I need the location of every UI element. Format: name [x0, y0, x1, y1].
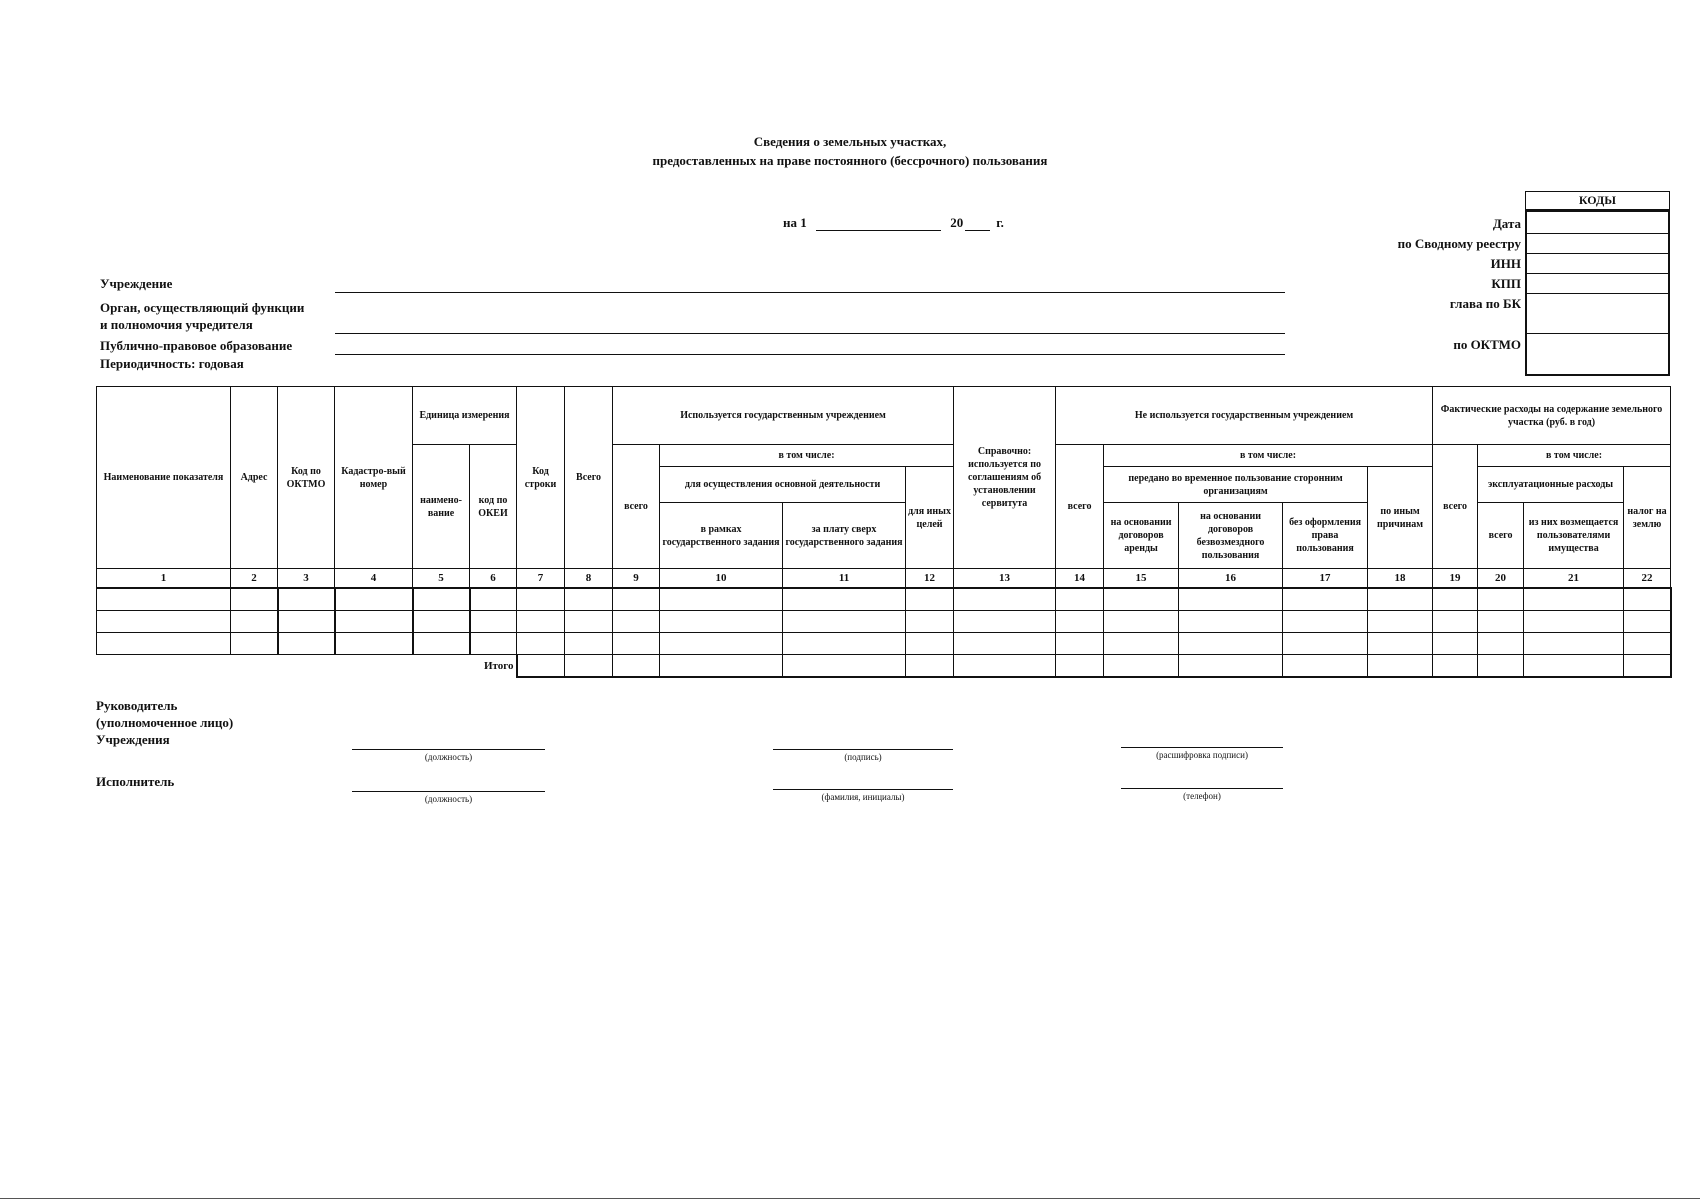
- th-unit-code: код по ОКЕИ: [470, 445, 517, 569]
- col-num: 7: [517, 569, 565, 589]
- total-cell[interactable]: [1056, 655, 1104, 678]
- th-unit-name: наимено-вание: [413, 445, 470, 569]
- table-cell[interactable]: [413, 633, 470, 655]
- th-used-incl: в том числе:: [660, 445, 954, 467]
- head-label-line3: Учреждения: [96, 732, 170, 747]
- table-cell[interactable]: [1433, 633, 1478, 655]
- head-label: [96, 697, 233, 748]
- table-cell[interactable]: [335, 611, 413, 633]
- col-num: 17: [1283, 569, 1368, 589]
- code-date-field[interactable]: [1527, 212, 1668, 234]
- col-num: 9: [613, 569, 660, 589]
- table-cell[interactable]: [613, 633, 660, 655]
- table-cell[interactable]: [1524, 611, 1624, 633]
- table-cell[interactable]: [565, 611, 613, 633]
- table-cell[interactable]: [1104, 611, 1179, 633]
- date-blank-field[interactable]: [816, 216, 941, 231]
- table-cell[interactable]: [783, 588, 906, 611]
- code-label-kpp: КПП: [1491, 276, 1521, 291]
- table-cell[interactable]: [1056, 611, 1104, 633]
- total-cell[interactable]: [660, 655, 783, 678]
- code-label-oktmo: по ОКТМО: [1453, 337, 1521, 352]
- executor-phone-field[interactable]: [1121, 788, 1283, 789]
- table-cell[interactable]: [1368, 588, 1433, 611]
- total-cell[interactable]: [783, 655, 906, 678]
- table-row: [97, 633, 1671, 655]
- th-main-activity: для осуществления основной деятельности: [660, 467, 906, 503]
- th-other-goals: для иных целей: [906, 467, 954, 569]
- th-name: Наименование показателя: [97, 387, 231, 569]
- caption-position2: (должность): [424, 794, 473, 804]
- table-cell[interactable]: [565, 588, 613, 611]
- col-num: 5: [413, 569, 470, 589]
- th-not-used-incl: в том числе:: [1104, 445, 1433, 467]
- th-not-used: Не используется государственным учреждением: [1056, 387, 1433, 445]
- th-oktmo: Код по ОКТМО: [278, 387, 335, 569]
- col-num: 19: [1433, 569, 1478, 589]
- col-num: 18: [1368, 569, 1433, 589]
- th-used-total: всего: [613, 445, 660, 569]
- form-title-line1: Сведения о земельных участках,: [753, 134, 947, 149]
- table-cell[interactable]: [1624, 588, 1671, 611]
- founder-label-line1: Орган, осуществляющий функции: [100, 300, 305, 315]
- table-cell[interactable]: [1368, 611, 1433, 633]
- caption-decoding: (расшифровка подписи): [1156, 750, 1248, 760]
- form-title: [0, 132, 1700, 170]
- executor-name-field[interactable]: [773, 789, 953, 790]
- institution-label: Учреждение: [100, 276, 173, 291]
- reporting-date: [783, 215, 1004, 231]
- head-position-field[interactable]: [352, 749, 545, 750]
- col-num: 20: [1478, 569, 1524, 589]
- code-bk-field[interactable]: [1527, 294, 1668, 334]
- table-cell[interactable]: [954, 588, 1056, 611]
- institution-field[interactable]: [335, 292, 1285, 293]
- total-cell[interactable]: [1104, 655, 1179, 678]
- table-cell[interactable]: [613, 588, 660, 611]
- codes-box: [1525, 210, 1670, 376]
- th-not-used-total: всего: [1056, 445, 1104, 569]
- table-cell[interactable]: [954, 633, 1056, 655]
- table-cell[interactable]: [231, 633, 278, 655]
- table-cell[interactable]: [278, 588, 335, 611]
- table-cell[interactable]: [1433, 588, 1478, 611]
- total-cell[interactable]: [517, 655, 565, 678]
- table-cell[interactable]: [1056, 588, 1104, 611]
- total-cell[interactable]: [1179, 655, 1283, 678]
- table-cell[interactable]: [470, 633, 517, 655]
- head-signature-field[interactable]: [773, 749, 953, 750]
- col-num: 12: [906, 569, 954, 589]
- col-num: 13: [954, 569, 1056, 589]
- table-cell[interactable]: [1179, 588, 1283, 611]
- col-num: 16: [1179, 569, 1283, 589]
- table-cell[interactable]: [783, 633, 906, 655]
- head-label-line2: (уполномоченное лицо): [96, 715, 234, 730]
- code-kpp-field[interactable]: [1527, 274, 1668, 294]
- date-prefix: на 1: [783, 215, 807, 230]
- table-cell[interactable]: [906, 633, 954, 655]
- th-no-rights: без оформления права пользования: [1283, 503, 1368, 569]
- code-inn-field[interactable]: [1527, 254, 1668, 274]
- codes-title: КОДЫ: [1525, 191, 1670, 210]
- total-cell[interactable]: [1624, 655, 1671, 678]
- code-registry-field[interactable]: [1527, 234, 1668, 254]
- table-cell[interactable]: [97, 588, 231, 611]
- code-label-bk: глава по БК: [1449, 296, 1521, 311]
- year-prefix: 20: [950, 215, 964, 230]
- th-transferred: передано во временное пользование сторонним организациям: [1104, 467, 1368, 503]
- page-bottom-edge: [0, 1198, 1700, 1199]
- th-expenses: Фактические расходы на содержание земельного участка (руб. в год): [1433, 387, 1671, 445]
- table-cell[interactable]: [1433, 611, 1478, 633]
- founder-label-line2: и полномочия учредителя: [100, 317, 253, 332]
- total-cell[interactable]: [906, 655, 954, 678]
- table-row: [97, 588, 1671, 611]
- table-cell[interactable]: [1478, 633, 1524, 655]
- th-lease: на основании договоров аренды: [1104, 503, 1179, 569]
- th-used: Используется государственным учреждением: [613, 387, 954, 445]
- th-free-use: на основании договоров безвозмездного пользования: [1179, 503, 1283, 569]
- th-op-total: всего: [1478, 503, 1524, 569]
- th-operating: эксплуатационные расходы: [1478, 467, 1624, 503]
- table-cell[interactable]: [517, 611, 565, 633]
- th-address: Адрес: [231, 387, 278, 569]
- th-servitude: Справочно: используется по соглашениям об установлении сервитута: [954, 387, 1056, 569]
- th-total: Всего: [565, 387, 613, 569]
- th-row-code: Код строки: [517, 387, 565, 569]
- founder-field[interactable]: [335, 333, 1285, 334]
- table-cell[interactable]: [278, 633, 335, 655]
- col-num: 3: [278, 569, 335, 589]
- col-num: 8: [565, 569, 613, 589]
- table-cell[interactable]: [1283, 633, 1368, 655]
- caption-name: (фамилия, инициалы): [821, 792, 905, 802]
- col-num: 10: [660, 569, 783, 589]
- table-cell[interactable]: [1056, 633, 1104, 655]
- table-cell[interactable]: [613, 611, 660, 633]
- th-reimbursed: из них возмещается пользователями имущества: [1524, 503, 1624, 569]
- table-cell[interactable]: [1283, 588, 1368, 611]
- table-cell[interactable]: [470, 588, 517, 611]
- code-label-date: Дата: [1492, 216, 1521, 231]
- table-cell[interactable]: [565, 633, 613, 655]
- table-cell[interactable]: [231, 611, 278, 633]
- total-cell[interactable]: [1368, 655, 1433, 678]
- founder-label: [100, 299, 304, 333]
- table-cell[interactable]: [97, 611, 231, 633]
- th-cadastral: Кадастро-вый номер: [335, 387, 413, 569]
- col-num: 22: [1624, 569, 1671, 589]
- table-cell[interactable]: [1478, 611, 1524, 633]
- table-cell[interactable]: [278, 611, 335, 633]
- table-cell[interactable]: [1179, 611, 1283, 633]
- th-other-reasons: по иным причинам: [1368, 467, 1433, 569]
- th-unit: Единица измерения: [413, 387, 517, 445]
- table-cell[interactable]: [660, 633, 783, 655]
- table-cell[interactable]: [1104, 633, 1179, 655]
- table-cell[interactable]: [1104, 588, 1179, 611]
- table-cell[interactable]: [1478, 588, 1524, 611]
- column-numbers-row: [97, 569, 1671, 589]
- caption-phone: (телефон): [1183, 791, 1221, 801]
- executor-position-field[interactable]: [352, 791, 545, 792]
- table-cell[interactable]: [231, 588, 278, 611]
- table-cell[interactable]: [906, 588, 954, 611]
- table-row: [97, 611, 1671, 633]
- total-cell[interactable]: [1478, 655, 1524, 678]
- table-cell[interactable]: [335, 633, 413, 655]
- total-cell[interactable]: [613, 655, 660, 678]
- table-cell[interactable]: [335, 588, 413, 611]
- periodicity-label: Периодичность: годовая: [100, 356, 244, 371]
- table-cell[interactable]: [783, 611, 906, 633]
- table-cell[interactable]: [470, 611, 517, 633]
- th-land-tax: налог на землю: [1624, 467, 1671, 569]
- col-num: 11: [783, 569, 906, 589]
- table-cell[interactable]: [1179, 633, 1283, 655]
- table-cell[interactable]: [906, 611, 954, 633]
- land-plots-table: [96, 386, 1672, 678]
- col-num: 15: [1104, 569, 1179, 589]
- col-num: 2: [231, 569, 278, 589]
- total-row: [97, 655, 1671, 678]
- code-label-inn: ИНН: [1490, 256, 1521, 271]
- head-label-line1: Руководитель: [96, 698, 178, 713]
- municipality-label: Публично-правовое образование: [100, 338, 293, 353]
- total-cell[interactable]: [1433, 655, 1478, 678]
- code-oktmo-field[interactable]: [1527, 334, 1668, 374]
- table-cell[interactable]: [1368, 633, 1433, 655]
- col-num: 4: [335, 569, 413, 589]
- total-cell[interactable]: [565, 655, 613, 678]
- table-cell[interactable]: [413, 611, 470, 633]
- table-cell[interactable]: [1524, 633, 1624, 655]
- col-num: 14: [1056, 569, 1104, 589]
- executor-label: Исполнитель: [96, 774, 175, 789]
- th-exp-incl: в том числе:: [1478, 445, 1671, 467]
- table-cell[interactable]: [517, 633, 565, 655]
- caption-position: (должность): [424, 752, 473, 762]
- table-cell[interactable]: [517, 588, 565, 611]
- table-cell[interactable]: [1524, 588, 1624, 611]
- table-cell[interactable]: [660, 611, 783, 633]
- table-cell[interactable]: [1624, 611, 1671, 633]
- year-suffix: г.: [996, 215, 1004, 230]
- table-cell[interactable]: [1283, 611, 1368, 633]
- col-num: 21: [1524, 569, 1624, 589]
- table-cell[interactable]: [660, 588, 783, 611]
- th-state-task: в рамках государственного задания: [660, 503, 783, 569]
- total-cell[interactable]: [1283, 655, 1368, 678]
- total-cell[interactable]: [954, 655, 1056, 678]
- col-num: 6: [470, 569, 517, 589]
- total-label: Итого: [483, 659, 514, 672]
- table-cell[interactable]: [97, 633, 231, 655]
- table-cell[interactable]: [954, 611, 1056, 633]
- th-exp-total: всего: [1433, 445, 1478, 569]
- th-paid: за плату сверх государственного задания: [783, 503, 906, 569]
- total-cell[interactable]: [1524, 655, 1624, 678]
- municipality-field[interactable]: [335, 354, 1285, 355]
- head-decoding-field[interactable]: [1121, 747, 1283, 748]
- form-title-line2: предоставленных на праве постоянного (бессрочного) пользования: [652, 153, 1048, 168]
- col-num: 1: [97, 569, 231, 589]
- code-label-registry: по Сводному реестру: [1397, 236, 1521, 251]
- year-blank-field[interactable]: [965, 216, 990, 231]
- table-cell[interactable]: [1624, 633, 1671, 655]
- caption-signature: (подпись): [844, 752, 882, 762]
- table-cell[interactable]: [413, 588, 470, 611]
